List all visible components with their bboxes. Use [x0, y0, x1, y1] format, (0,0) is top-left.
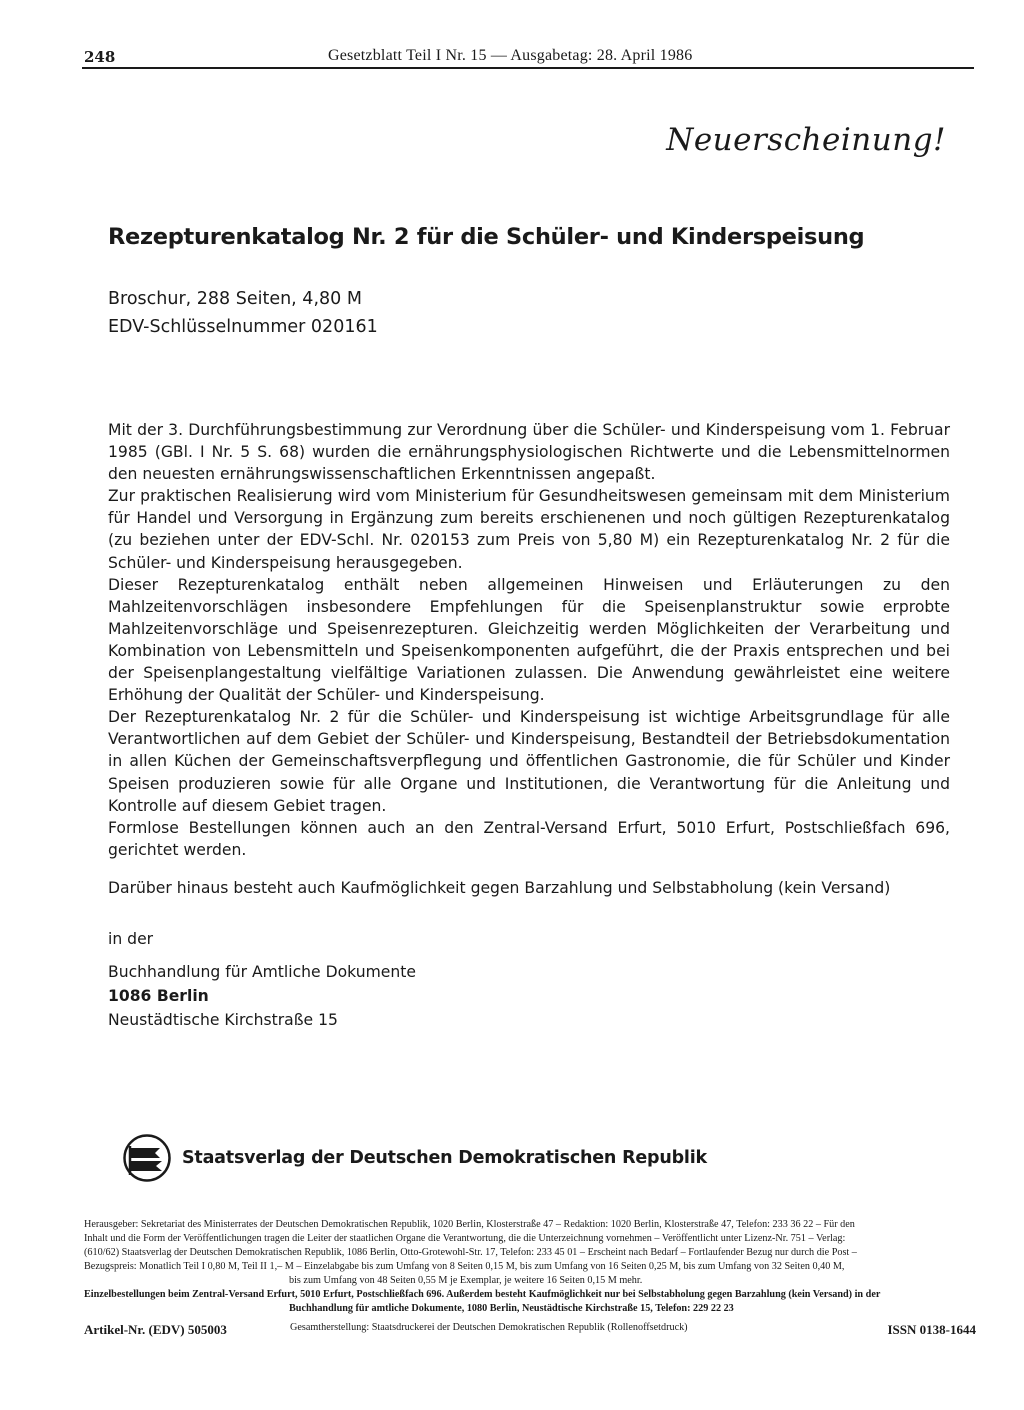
article-number: Artikel-Nr. (EDV) 505003	[84, 1322, 227, 1337]
body-paragraph: Der Rezepturenkatalog Nr. 2 für die Schüler- und Kinderspeisung ist wichtige Arbeitsgrundlage für alle Verantwortlichen auf dem Gebiet der Schüler- und Kinderspeisung, Bestandteil der Betriebsdokumentation in allen Küchen der Gemeinschaftsverpflegung und öffentlichen Gastronomie, die für Schüler und Kinder Speisen produzieren sowie für alle Organe und Institutionen, die Verantwortung für die Anleitung und Kontrolle auf diesem Gebiet tragen.	[108, 708, 950, 815]
issn: ISSN 0138-1644	[887, 1322, 976, 1337]
body-text	[108, 419, 950, 861]
shop-street: Neustädtische Kirchstraße 15	[108, 1011, 338, 1029]
page-number: 248	[84, 48, 116, 66]
imprint-line: Bezugspreis: Monatlich Teil I 0,80 M, Teil II 1,– M – Einzelabgabe bis zum Umfang von 8 Seiten 0,15 M, bis zum Umfang von 16 Seiten 0,25 M, bis zum Umfang von 32 Seiten 0,40 M,	[84, 1261, 845, 1272]
shop-name: Buchhandlung für Amtliche Dokumente	[108, 963, 416, 981]
imprint-line: bis zum Umfang von 48 Seiten 0,55 M je Exemplar, je weitere 16 Seiten 0,15 M mehr.	[289, 1275, 643, 1286]
in-der-text: in der	[108, 930, 154, 948]
body-paragraph: Mit der 3. Durchführungsbestimmung zur Verordnung über die Schüler- und Kinderspeisung vom 1. Februar 1985 (GBl. I Nr. 5 S. 68) wurden die ernährungsphysiologischen Richtwerte und die Lebensmittelnormen den neuesten ernährungswissenschaftlichen Erkenntnissen angepaßt.	[108, 421, 950, 484]
body-paragraph: Dieser Rezepturenkatalog enthält neben allgemeinen Hinweisen und Erläuterungen zu den Mahlzeitenvorschlägen insbesondere Empfehlungen für die Speisenplanstruktur sowie erprobte Mahlzeitenvorschläge und Speisenrezepturen. Gleichzeitig werden Möglichkeiten der Verarbeitung und Kombination von Lebensmitteln und Speisenkomponenten aufgeführt, die der Praxis entsprechen und bei der Speisenplangestaltung vielfältige Variationen zulassen. Die Anwendung gewährleistet eine weitere Erhöhung der Qualität der Schüler- und Kinderspeisung.	[108, 575, 950, 705]
purchase-note: Darüber hinaus besteht auch Kaufmöglichkeit gegen Barzahlung und Selbstabholung (kein Versand)	[108, 879, 891, 897]
edv-line: EDV-Schlüsselnummer 020161	[108, 317, 378, 337]
running-head: Gesetzblatt Teil I Nr. 15 — Ausgabetag: 28. April 1986	[328, 47, 693, 64]
header-rule	[82, 67, 974, 69]
imprint	[84, 1218, 980, 1316]
body-paragraph: Formlose Bestellungen können auch an den Zentral-Versand Erfurt, 5010 Erfurt, Postschließfach 696, gerichtet werden.	[108, 818, 950, 859]
format-line: Broschur, 288 Seiten, 4,80 M	[108, 289, 362, 309]
imprint-order-line: Buchhandlung für amtliche Dokumente, 1080 Berlin, Neustädtische Kirchstraße 15, Telefon: 229 22 23	[289, 1303, 734, 1314]
body-paragraph: Zur praktischen Realisierung wird vom Ministerium für Gesundheitswesen gemeinsam mit dem Ministerium für Handel und Versorgung in Ergänzung zum bereits erschienenen und noch gültigen Rezepturenkatalog (zu beziehen unter der EDV-Schl. Nr. 020153 zum Preis von 5,80 M) ein Rezepturenkatalog Nr. 2 für die Schüler- und Kinderspeisung herausgegeben.	[108, 487, 950, 572]
imprint-line: Herausgeber: Sekretariat des Ministerrates der Deutschen Demokratischen Republik, 1020 Berlin, Klosterstraße 47 – Redaktion: 1020 Berlin, Klosterstraße 47, Telefon: 233 36 22 – Für den	[84, 1219, 855, 1230]
printer-note: Gesamtherstellung: Staatsdruckerei der Deutschen Demokratischen Republik (Rollenoffsetdruck)	[290, 1322, 688, 1333]
publisher-name: Staatsverlag der Deutschen Demokratischen Republik	[182, 1148, 707, 1168]
shop-address	[108, 960, 416, 1032]
imprint-order-line: Einzelbestellungen beim Zentral-Versand Erfurt, 5010 Erfurt, Postschließfach 696. Außerdem besteht Kaufmöglichkeit nur bei Selbstabholung gegen Barzahlung (kein Versand) in der	[84, 1289, 881, 1300]
imprint-line: (610/62) Staatsverlag der Deutschen Demokratischen Republik, 1086 Berlin, Otto-Grotewohl-Str. 17, Telefon: 233 45 01 – Erscheint nach Bedarf – Fortlaufender Bezug nur durch die Post –	[84, 1247, 857, 1258]
publisher-block	[122, 1133, 707, 1183]
shop-city: 1086 Berlin	[108, 987, 209, 1005]
flag-logo-icon	[122, 1133, 172, 1183]
announcement-heading: Neuerscheinung!	[666, 122, 946, 158]
publication-meta	[108, 285, 378, 341]
imprint-line: Inhalt und die Form der Veröffentlichungen tragen die Leiter der staatlichen Organe die Verantwortung, die die Unterzeichnung vornehmen – Veröffentlicht unter Lizenz-Nr. 751 – Verlag:	[84, 1233, 846, 1244]
page-title: Rezepturenkatalog Nr. 2 für die Schüler- und Kinderspeisung	[108, 224, 865, 250]
